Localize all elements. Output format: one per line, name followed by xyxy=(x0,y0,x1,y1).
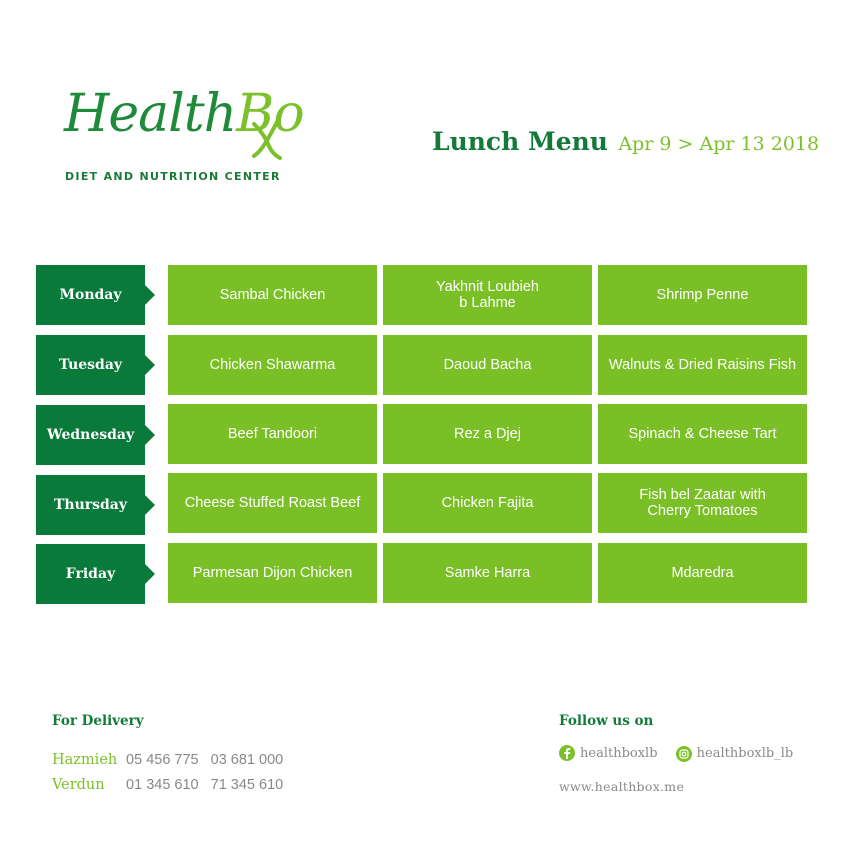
phone-number[interactable]: 01 345 610 xyxy=(126,777,199,793)
instagram-link[interactable] xyxy=(676,746,794,762)
healthbox-logo xyxy=(60,84,304,188)
logo-box: Bo xyxy=(236,84,304,144)
delivery-row-verdun xyxy=(52,777,291,793)
menu-cell: Samke Harra xyxy=(383,543,592,603)
menu-cell: Chicken Fajita xyxy=(383,473,592,533)
menu-cell: Daoud Bacha xyxy=(383,335,592,395)
menu-cell: Beef Tandoori xyxy=(168,404,377,464)
logo-x-mark-icon xyxy=(250,114,284,162)
phone-number[interactable]: 71 345 610 xyxy=(210,777,284,793)
menu-cell: Shrimp Penne xyxy=(598,265,807,325)
day-label-friday: Friday xyxy=(36,544,145,604)
instagram-icon xyxy=(676,746,692,762)
menu-cell: Cheese Stuffed Roast Beef xyxy=(168,473,377,533)
logo-health: Health xyxy=(64,84,237,144)
follow-us-label: Follow us on xyxy=(559,713,654,729)
menu-cell: Fish bel Zaatar with Cherry Tomatoes xyxy=(598,473,807,533)
delivery-row-hazmieh xyxy=(52,752,291,768)
menu-cell: Mdaredra xyxy=(598,543,807,603)
delivery-area: Verdun xyxy=(52,777,105,793)
day-label-tuesday: Tuesday xyxy=(36,335,145,395)
menu-cell: Parmesan Dijon Chicken xyxy=(168,543,377,603)
menu-cell: Yakhnit Loubieh b Lahme xyxy=(383,265,592,325)
delivery-label: For Delivery xyxy=(52,713,144,729)
day-label-thursday: Thursday xyxy=(36,475,145,535)
day-label-monday: Monday xyxy=(36,265,145,325)
menu-header xyxy=(432,127,819,156)
phone-number[interactable]: 05 456 775 xyxy=(126,752,199,768)
facebook-link[interactable] xyxy=(559,745,658,761)
instagram-handle: healthboxlb_lb xyxy=(696,746,794,761)
day-label-wednesday: Wednesday xyxy=(36,405,145,465)
menu-cell: Walnuts & Dried Raisins Fish xyxy=(598,335,807,395)
website-link[interactable]: www.healthbox.me xyxy=(559,779,685,794)
menu-cell: Chicken Shawarma xyxy=(168,335,377,395)
facebook-handle: healthboxlb xyxy=(580,745,658,761)
phone-number[interactable]: 03 681 000 xyxy=(210,752,284,768)
menu-title: Lunch Menu xyxy=(432,127,608,156)
logo-tagline: DIET AND NUTRITION CENTER xyxy=(65,170,281,183)
menu-cell: Rez a Djej xyxy=(383,404,592,464)
menu-cell: Spinach & Cheese Tart xyxy=(598,404,807,464)
delivery-area: Hazmieh xyxy=(52,752,118,768)
menu-cell: Sambal Chicken xyxy=(168,265,377,325)
social-links xyxy=(559,745,807,763)
facebook-icon xyxy=(559,745,575,761)
menu-date-range: Apr 9 > Apr 13 2018 xyxy=(618,133,820,155)
